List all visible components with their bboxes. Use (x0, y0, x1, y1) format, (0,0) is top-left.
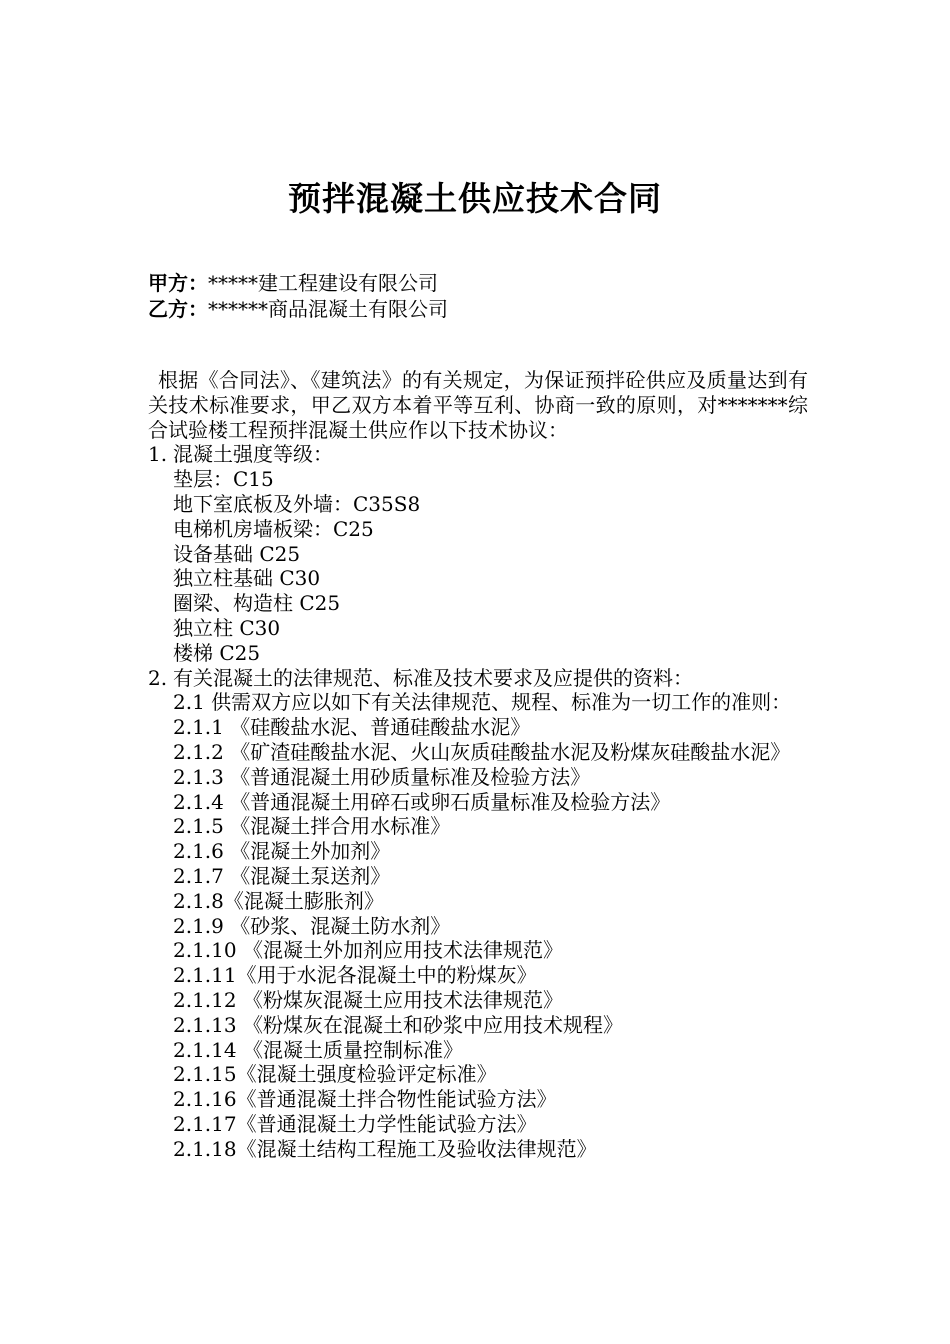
strength-item: 电梯机房墙板梁：C25 (173, 516, 374, 541)
strength-item: 独立柱基础 C30 (173, 566, 321, 591)
standard-item: 2.1.13 《粉煤灰在混凝土和砂浆中应用技术规程》 (173, 1012, 623, 1037)
strength-item: 设备基础 C25 (173, 541, 301, 566)
section-2-title: 有关混凝土的法律规范、标准及技术要求及应提供的资料： (173, 665, 693, 690)
party-b-name: ******商品混凝土有限公司 (208, 297, 448, 321)
standard-item: 2.1.8《混凝土膨胀剂》 (173, 888, 384, 913)
party-b-line (148, 296, 448, 322)
standard-item: 2.1.2 《矿渣硅酸盐水泥、火山灰质硅酸盐水泥及粉煤灰硅酸盐水泥》 (173, 739, 791, 764)
standard-item: 2.1.15《混凝土强度检验评定标准》 (173, 1062, 497, 1087)
strength-item: 垫层：C15 (173, 467, 274, 492)
document-title: 预拌混凝土供应技术合同 (288, 179, 662, 218)
standard-item: 2.1.14 《混凝土质量控制标准》 (173, 1037, 463, 1062)
party-b-label: 乙方： (148, 297, 208, 321)
section-1-title: 混凝土强度等级： (173, 442, 333, 467)
intro-paragraph: 根据《合同法》、《建筑法》的有关规定，为保证预拌砼供应及质量达到有关技术标准要求，甲乙双方本着平等互利、协商一致的原则，对*******综合试验楼工程预拌混凝土供应作以下技术协议： (148, 368, 808, 442)
standard-item: 2.1.9 《砂浆、混凝土防水剂》 (173, 913, 451, 938)
standard-item: 2.1.16《普通混凝土拌合物性能试验方法》 (173, 1087, 557, 1112)
parties-block (148, 270, 448, 322)
strength-item: 圈梁、构造柱 C25 (173, 591, 341, 616)
section-2-number: 2. (148, 665, 168, 690)
standard-item: 2.1.1 《硅酸盐水泥、普通硅酸盐水泥》 (173, 715, 531, 740)
standard-item: 2.1.3 《普通混凝土用砂质量标准及检验方法》 (173, 764, 591, 789)
standard-item: 2.1.17《普通混凝土力学性能试验方法》 (173, 1111, 537, 1136)
section-2-heading (148, 666, 808, 691)
strength-item: 楼梯 C25 (173, 640, 261, 665)
contract-body (148, 368, 808, 1162)
party-a-line (148, 270, 448, 296)
strength-item: 地下室底板及外墙：C35S8 (173, 491, 421, 516)
standard-item: 2.1.6 《混凝土外加剂》 (173, 839, 391, 864)
standard-item: 2.1.18《混凝土结构工程施工及验收法律规范》 (173, 1136, 597, 1161)
section-1-number: 1. (148, 442, 168, 467)
standard-item: 2.1.7 《混凝土泵送剂》 (173, 863, 391, 888)
clause-2-1: 2.1 供需双方应以如下有关法律规范、规程、标准为一切工作的准则： (173, 690, 792, 715)
standard-item: 2.1.4 《普通混凝土用碎石或卵石质量标准及检验方法》 (173, 789, 671, 814)
section-1-heading (148, 442, 808, 467)
party-a-name: *****建工程建设有限公司 (208, 271, 438, 295)
party-a-label: 甲方： (148, 271, 208, 295)
strength-item: 独立柱 C30 (173, 615, 281, 640)
standard-item: 2.1.12 《粉煤灰混凝土应用技术法律规范》 (173, 987, 563, 1012)
standard-item: 2.1.5 《混凝土拌合用水标准》 (173, 814, 451, 839)
standard-item: 2.1.11《用于水泥各混凝土中的粉煤灰》 (173, 963, 537, 988)
standard-item: 2.1.10 《混凝土外加剂应用技术法律规范》 (173, 938, 563, 963)
